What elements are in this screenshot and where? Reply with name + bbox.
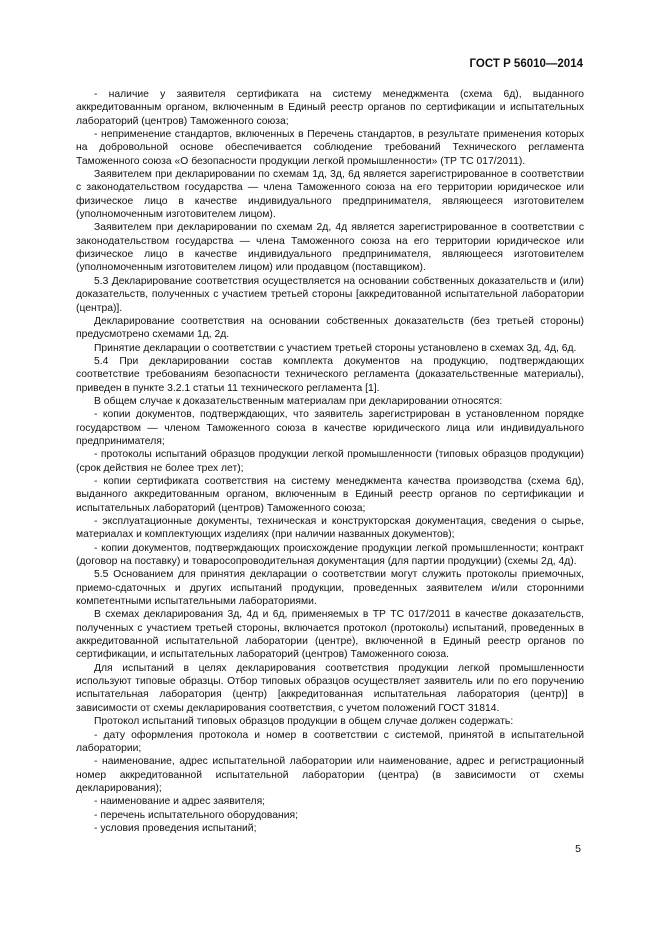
paragraph: 5.5 Основанием для принятия декларации о соответствии могут служить протоколы приемочных, приемо-сдаточных и других испытаний продукции, проведенных заявителем и/или сторонними компетентными испытательными лабораториями. [76,569,584,608]
page-number: 5 [575,843,581,855]
paragraph: - наименование и адрес заявителя; [94,796,266,808]
document-header: ГОСТ Р 56010—2014 [469,58,583,70]
paragraph: - наличие у заявителя сертификата на систему менеджмента (схема 6д), выданного аккредитованным органом, включенным в Единый реестр органов по сертификации и испытательных лабораторий (центров) Таможенного союза; [76,89,584,127]
paragraph: Заявителем при декларировании по схемам 2д, 4д является зарегистрированное в соответствии с законодательством государства — члена Таможенного союза на его территории юридическое или физическое лицо в качестве индивидуального предпринимателя, являющееся изготовителем (уполномоченным изготовителем лицом) или продавцом (поставщиком). [76,222,584,274]
paragraph: Заявителем при декларировании по схемам 1д, 3д, 6д является зарегистрированное в соответствии с законодательством государства — члена Таможенного союза на его территории юридическое или физическое лицо в качестве индивидуального предпринимателя, являющееся изготовителем (уполномоченным изготовителем лицом). [76,169,584,221]
paragraph: Декларирование соответствия на основании собственных доказательств (без третьей стороны) предусмотрено схемами 1д, 2д. [76,315,584,341]
paragraph: Для испытаний в целях декларирования соответствия продукции легкой промышленности используют типовые образцы. Отбор типовых образцов осуществляет заявитель или по его поручению испытательная лаборатория (центр) [аккредитованная испытательная лаборатория (центр)] в зависимости от схемы декларирования соответствия, с учетом положений ГОСТ 31814. [76,662,584,714]
paragraph: - дату оформления протокола и номер в соответствии с системой, принятой в испытательной лаборатории; [76,729,584,754]
paragraph: В общем случае к доказательственным материалам при декларировании относятся: [94,395,503,407]
document-body [76,88,584,835]
paragraph: - протоколы испытаний образцов продукции легкой промышленности (типовых образцов продукции) (срок действия не более трех лет); [76,449,584,474]
paragraph: 5.3 Декларирование соответствия осуществляется на основании собственных доказательств и (или) доказательств, полученных с участием третьей стороны [аккредитованной испытательной лаборатории (центра)]. [76,275,584,314]
paragraph: - наименование, адрес испытательной лаборатории или наименование, адрес и регистрационный номер аккредитованной испытательной лаборатории (центра) (в зависимости от схемы декларирования); [76,756,584,794]
paragraph: - неприменение стандартов, включенных в Перечень стандартов, в результате применения которых на добровольной основе обеспечивается соблюдение требований Технического регламента Таможенного союза «О безопасности продукции легкой промышленности» (ТР ТС 017/2011). [76,129,584,167]
paragraph: Протокол испытаний типовых образцов продукции в общем случае должен содержать: [94,716,514,728]
paragraph: - копии сертификата соответствия на систему менеджмента качества производства (схема 6д), выданного аккредитованным органом, включенным в Единый реестр органов по сертификации и испытательных лабораторий (центров) Таможенного союза; [76,475,584,514]
paragraph: - условия проведения испытаний; [94,822,257,834]
paragraph: Принятие декларации о соответствии с участием третьей стороны установлено в схемах 3д, 4д, 6д. [94,342,577,354]
paragraph: 5.4 При декларировании состав комплекта документов на продукцию, подтверждающих соответствие требованиям безопасности технического регламента (доказательственные материалы), приведен в пункте 3.2.1 статьи 11 технического регламента [1]. [76,355,584,394]
paragraph: - эксплуатационные документы, техническая и конструкторская документация, сведения о сырье, материалах и комплектующих изделиях (при наличии названных документов); [76,516,584,541]
paragraph: - копии документов, подтверждающих, что заявитель зарегистрирован в установленном порядке государством — членом Таможенного союза в качестве юридического лица или индивидуального предпринимателя; [76,409,584,447]
paragraph: - перечень испытательного оборудования; [94,809,298,821]
paragraph: В схемах декларирования 3д, 4д и 6д, применяемых в ТР ТС 017/2011 в качестве доказательств, полученных с участием третьей стороны, включается протокол (протоколы) испытаний, проведенных в аккредитованной испытательной лаборатории (центре), включенной в Единый реестр органов по сертификации, и испытательных лабораторий (центров) Таможенного союза. [76,609,584,661]
paragraph: - копии документов, подтверждающих происхождение продукции легкой промышленности; контракт (договор на поставку) и товаросопроводительная документация (для партии продукции) (схемы 2д, 4д). [76,542,584,568]
